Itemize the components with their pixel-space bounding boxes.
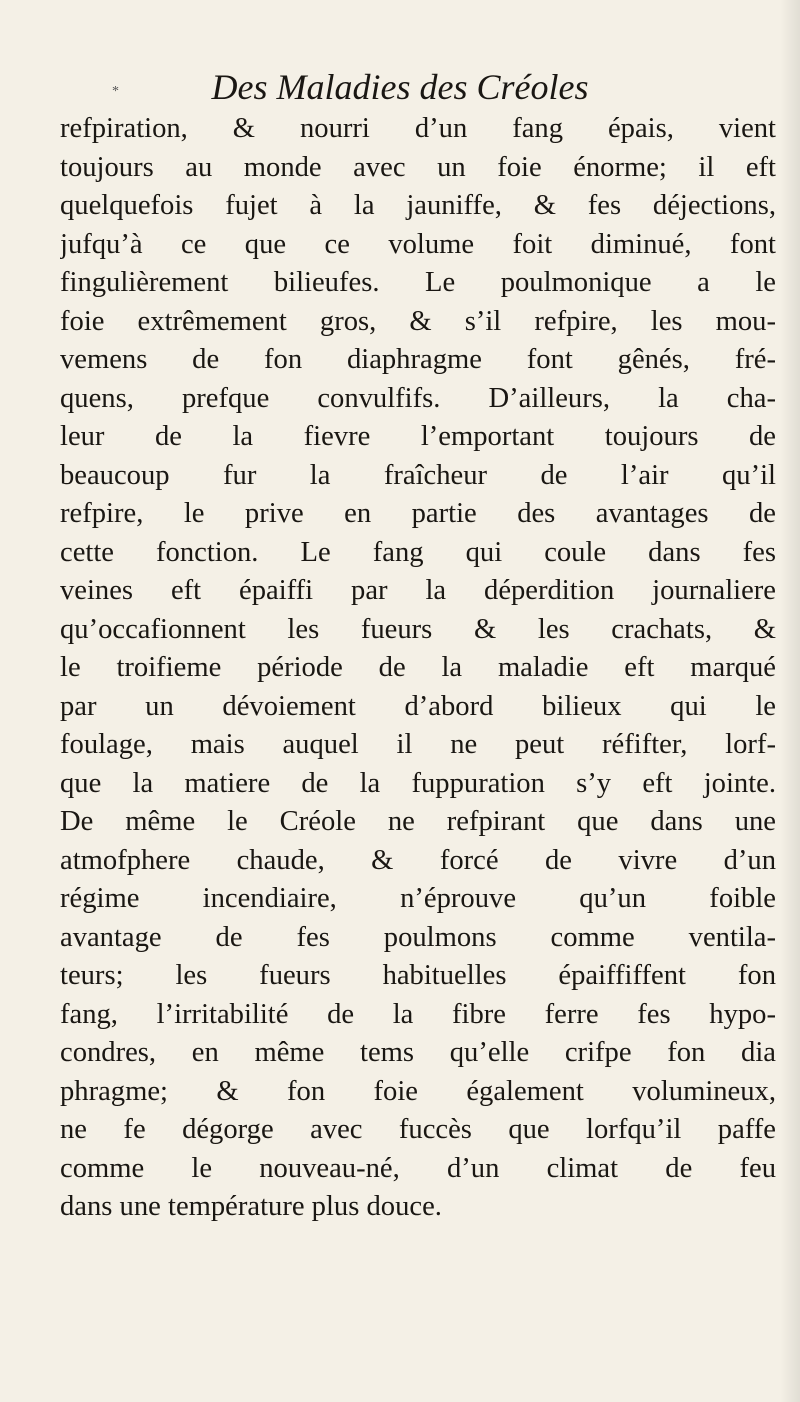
running-header: Des Maladies des Créoles	[211, 67, 589, 107]
text-line: foie extrêmement gros, & s’il refpire, les mou-	[60, 305, 776, 337]
body-text	[60, 110, 776, 1227]
text-line: atmofphere chaude, & forcé de vivre d’un	[60, 844, 776, 876]
text-line: De même le Créole ne refpirant que dans une	[60, 806, 776, 837]
text-line: avantage de fes poulmons comme ventila-	[60, 921, 776, 953]
header-ornament: *	[112, 84, 119, 99]
text-line: refpiration, & nourri d’un fang épais, vient	[60, 113, 776, 144]
text-line: leur de la fievre l’emportant toujours de	[60, 421, 776, 452]
text-line: quelquefois fujet à la jauniffe, & fes déjections,	[60, 190, 776, 221]
text-line: phragme; & fon foie également volumineux,	[60, 1075, 776, 1107]
text-line: qu’occafionnent les fueurs & les crachats, &	[60, 613, 776, 645]
text-line: foulage, mais auquel il ne peut réfifter, lorf-	[60, 729, 776, 760]
text-line: jufqu’à ce que ce volume foit diminué, font	[60, 228, 776, 260]
text-line: vemens de fon diaphragme font gênés, fré-	[60, 344, 776, 375]
text-line: veines eft épaiffi par la déperdition journaliere	[60, 575, 776, 606]
text-line: refpire, le prive en partie des avantages de	[60, 498, 776, 529]
text-line: toujours au monde avec un foie énorme; il eft	[60, 151, 776, 183]
text-line: condres, en même tems qu’elle crifpe fon dia	[60, 1037, 776, 1068]
text-line: régime incendiaire, n’éprouve qu’un foible	[60, 883, 776, 914]
text-line: par un dévoiement d’abord bilieux qui le	[60, 690, 776, 722]
text-line: cette fonction. Le fang qui coule dans fes	[60, 536, 776, 568]
text-line: ne fe dégorge avec fuccès que lorfqu’il paffe	[60, 1114, 776, 1145]
text-line: le troifieme période de la maladie eft marqué	[60, 652, 776, 683]
text-line: dans une température plus douce.	[60, 1191, 442, 1222]
text-line: que la matiere de la fuppuration s’y eft jointe.	[60, 767, 776, 799]
page-edge-shadow	[780, 0, 800, 1402]
text-line: fang, l’irritabilité de la fibre ferre fes hypo-	[60, 998, 776, 1030]
text-line: beaucoup fur la fraîcheur de l’air qu’il	[60, 459, 776, 491]
text-line: fingulièrement bilieufes. Le poulmonique a le	[60, 267, 776, 298]
text-line: comme le nouveau-né, d’un climat de feu	[60, 1152, 776, 1184]
text-line: teurs; les fueurs habituelles épaiffiffent fon	[60, 960, 776, 991]
text-line: quens, prefque convulfifs. D’ailleurs, la cha-	[60, 382, 776, 414]
